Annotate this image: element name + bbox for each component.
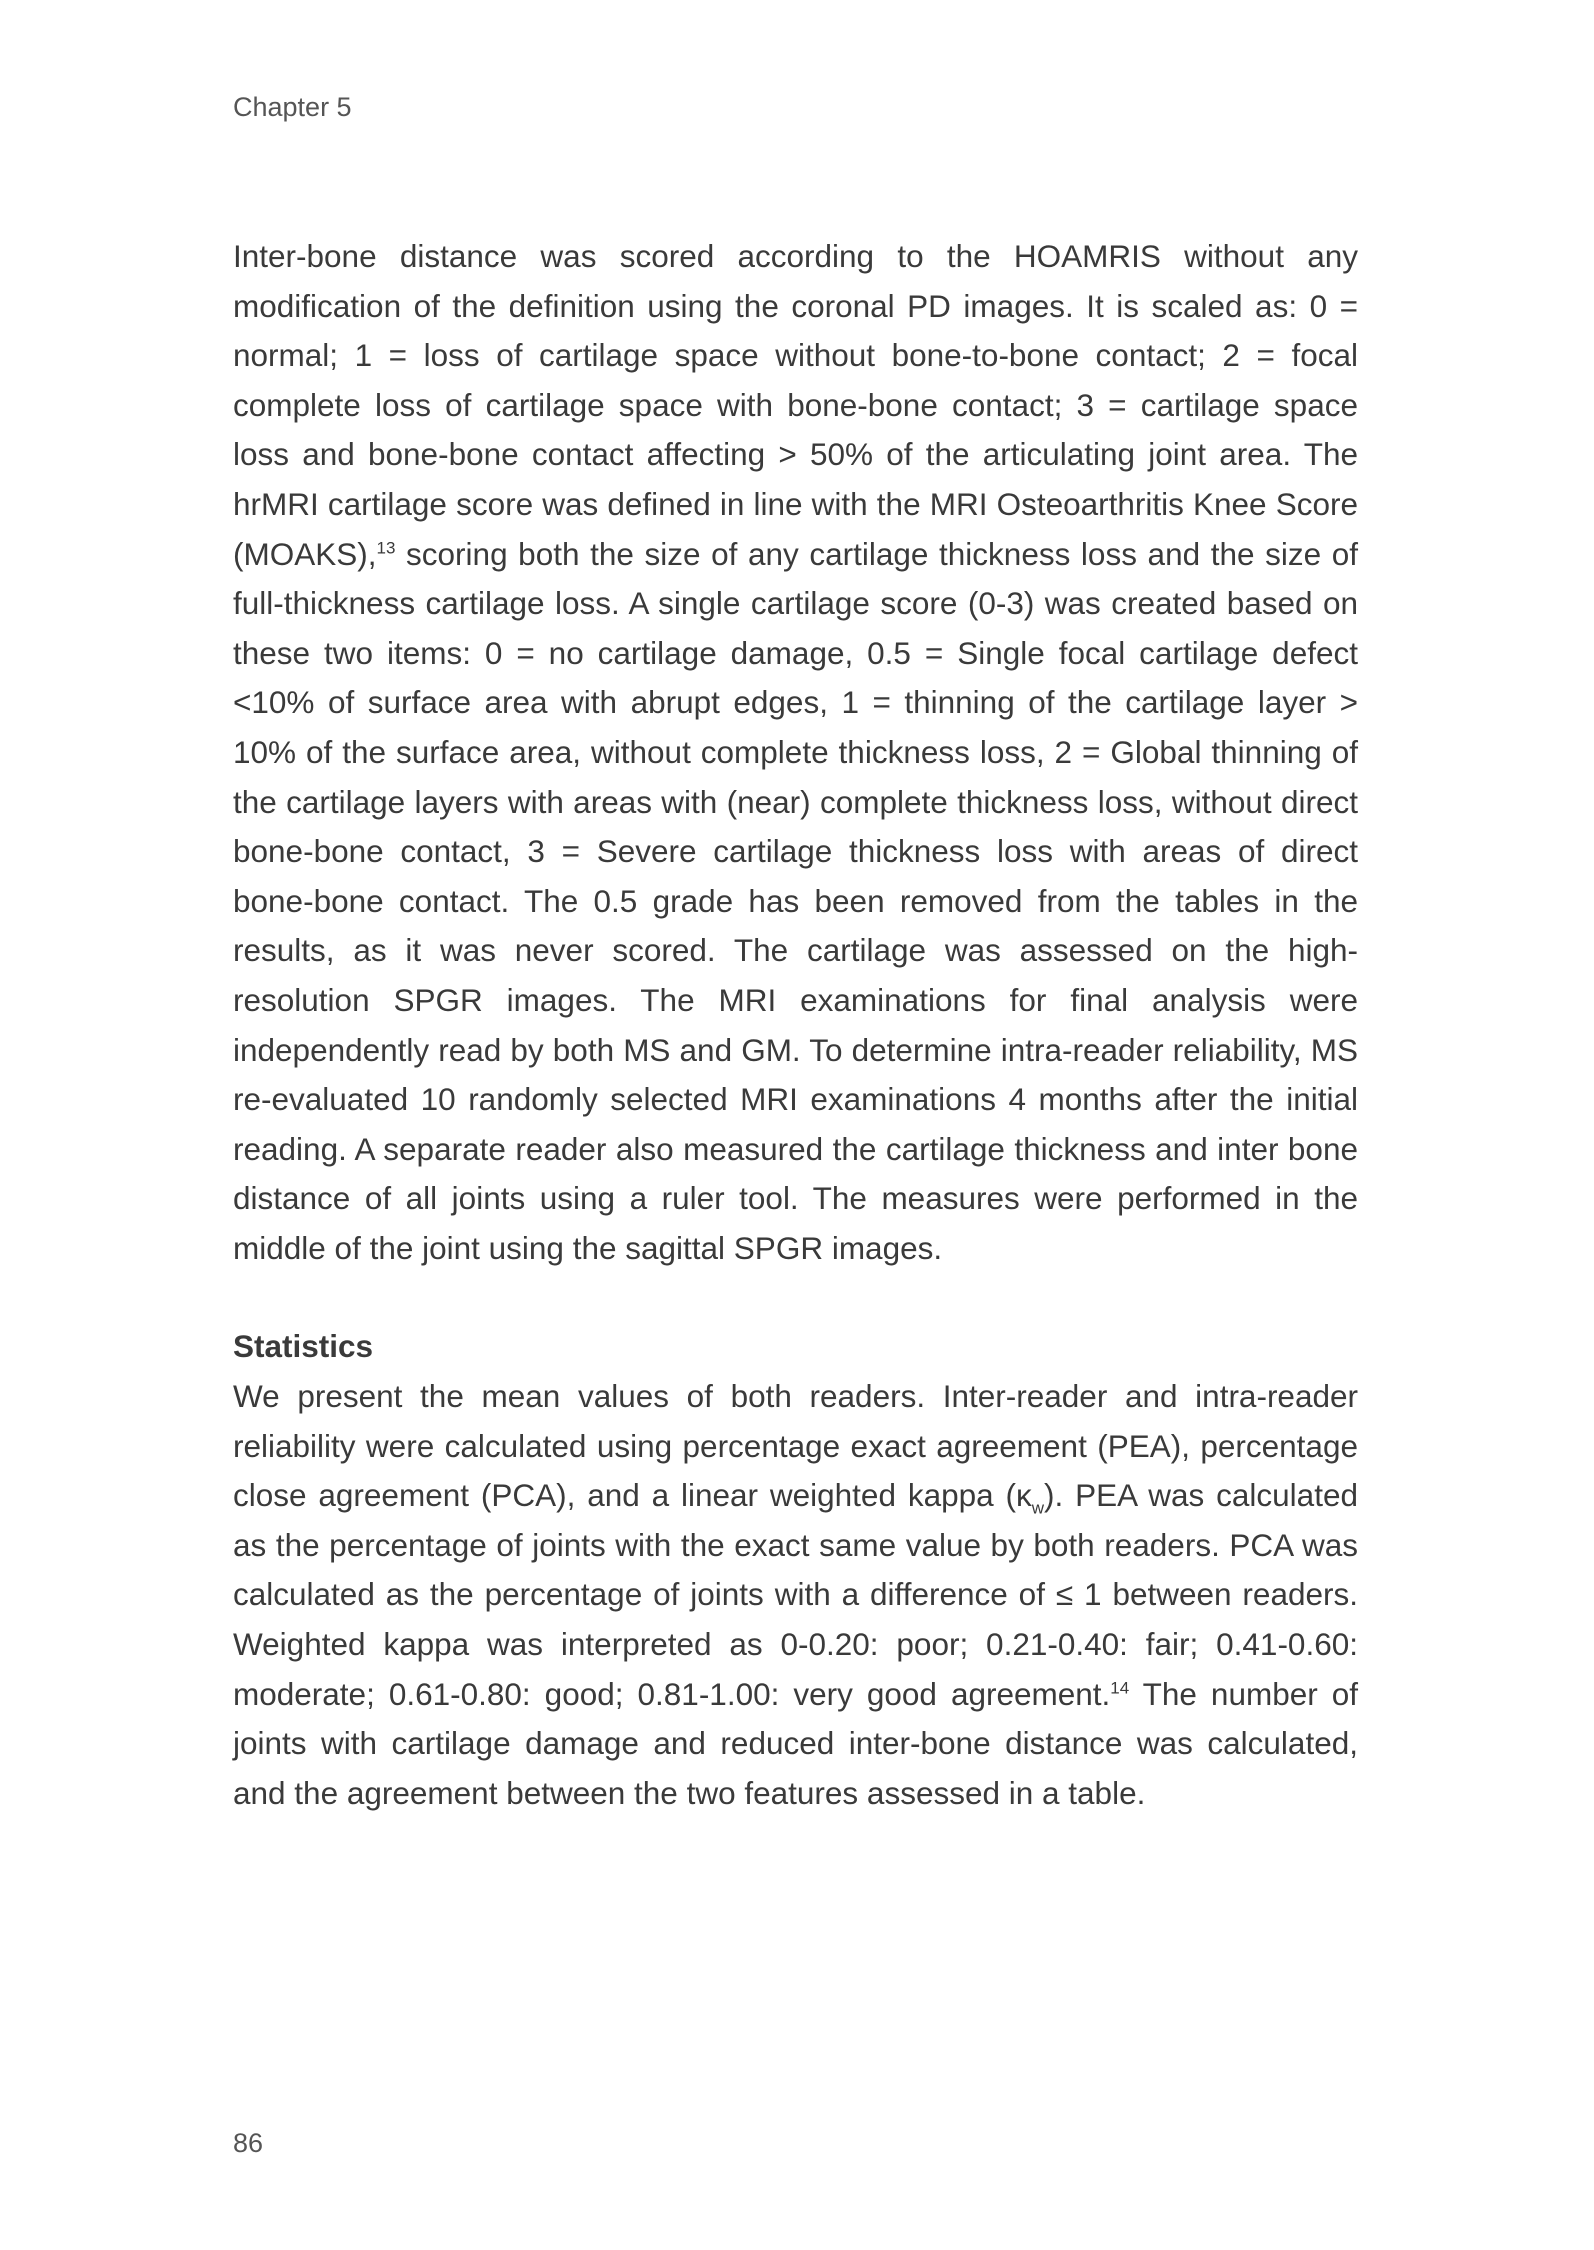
reference-superscript: 13	[376, 538, 396, 558]
paragraph-hoamris-scoring	[233, 232, 1358, 1273]
running-header: Chapter 5	[233, 92, 352, 122]
page-number: 86	[233, 2128, 264, 2158]
paragraph-text: scoring both the size of any cartilage thickness loss and the size of full-thickness cartilage loss. A single cartilage score (0-3) was created based on these two items: 0 = no cartilage damage, 0.5 = Single focal cartilage defect <10% of surface area with abrupt edges, 1 = thinning of the cartilage layer > 10% of the surface area, without complete thickness loss, 2 = Global thinning of the cartilage layers with areas with (near) complete thickness loss, without direct bone-bone contact, 3 = Severe cartilage thickness loss with areas of direct bone-bone contact. The 0.5 grade has been removed from the tables in the results, as it was never scored. The cartilage was assessed on the high-resolution SPGR images. The MRI examinations for final analysis were independently read by both MS and GM. To determine intra-reader reliability, MS re-evaluated 10 randomly selected MRI examinations 4 months after the initial reading. A separate reader also measured the cartilage thickness and inter bone distance of all joints using a ruler tool. The measures were performed in the middle of the joint using the sagittal SPGR images.	[233, 535, 1358, 1266]
paragraph-text: We present the mean values of both readers. Inter-reader and intra-reader reliability were calculated using percentage exact agreement (PEA), percentage close agreement (PCA), and a linear weighted kappa (κ	[233, 1378, 1358, 1514]
kappa-subscript: w	[1031, 1498, 1045, 1518]
paragraph-text: Inter-bone distance was scored according to the HOAMRIS without any modification of the definition using the coronal PD images. It is scaled as: 0 = normal; 1 = loss of cartilage space without bone-to-bone contact; 2 = focal complete loss of cartilage space with bone-bone contact; 3 = cartilage space loss and bone-bone contact affecting > 50% of the articulating joint area. The hrMRI cartilage score was defined in line with the MRI Osteoarthritis Knee Score (MOAKS),	[233, 238, 1358, 572]
section-heading-statistics: Statistics	[233, 1328, 374, 1364]
paragraph-text: The number of joints with cartilage damage and reduced inter-bone distance was calculated, and the agreement between the two features assessed in a table.	[233, 1675, 1358, 1811]
paragraph-text: ). PEA was calculated as the percentage of joints with the exact same value by both readers. PCA was calculated as the percentage of joints with a difference of ≤ 1 between readers. Weighted kappa was interpreted as 0-0.20: poor; 0.21-0.40: fair; 0.41-0.60: moderate; 0.61-0.80: good; 0.81-1.00: very good agreement.	[233, 1477, 1358, 1712]
paragraph-statistics	[233, 1372, 1358, 1818]
reference-superscript: 14	[1110, 1678, 1130, 1698]
